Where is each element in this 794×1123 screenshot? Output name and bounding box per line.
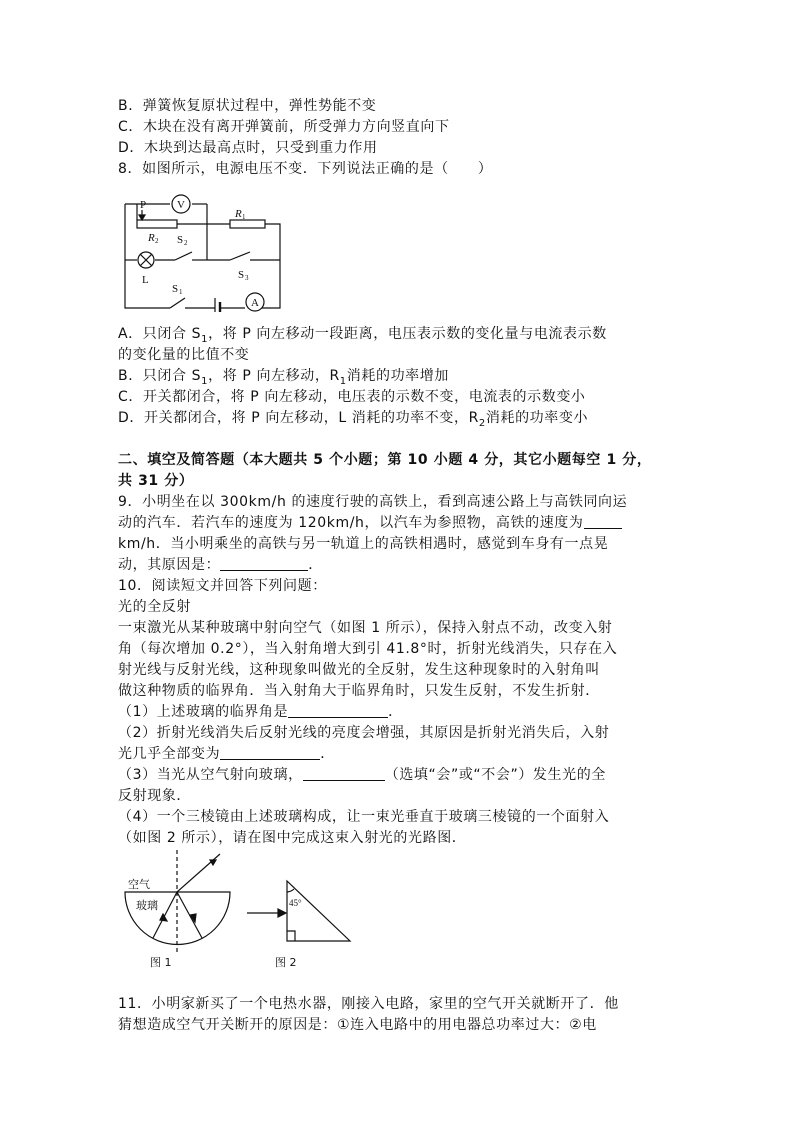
q7-option-c: C．木块在没有离开弹簧前，所受弹力方向竖直向下 [118, 119, 450, 135]
r1-label: R [235, 208, 242, 220]
q10-blank-will-or-not[interactable] [303, 766, 385, 781]
figure2-caption: 图 2 [275, 956, 297, 969]
q8-option-b: B．只闭合 $S_1$，将 P 向左移动，$R_1$消耗的功率增加 [118, 368, 449, 387]
q10-blank-reflection[interactable] [220, 745, 320, 760]
q10-sub3-line1: （3）当光从空气射向玻璃， （选填“会”或“不会”）发生光的全 [118, 767, 606, 783]
q8-option-a-line2: 的变化量的比值不变 [118, 347, 250, 363]
q11-line2: 猜想造成空气开关断开的原因是：①连入电路中的用电器总功率过大：②电 [118, 1017, 597, 1033]
figure2-prism [242, 876, 360, 972]
r2-label: R [148, 232, 155, 244]
q8-option-a-line1: A．只闭合 $S_1$，将 P 向左移动一段距离，电压表示数的变化量与电流表示数 [118, 326, 607, 345]
q10-passage-line2: 角（每次增加 0.2°），当入射角增大到引 41.8°时，折射光线消失，只存在入 [118, 641, 618, 657]
figure1-glass-label: 玻璃 [136, 899, 158, 912]
q10-passage-line3: 射光线与反射光线，这种现象叫做光的全反射，发生这种现象时的入射角叫 [118, 662, 600, 678]
q10-passage-line4: 做这种物质的临界角．当入射角大于临界角时，只发生反射，不发生折射． [118, 683, 600, 699]
s1-sub: 1 [179, 288, 183, 296]
s3-label: S [238, 269, 245, 281]
s2-sub: 2 [184, 239, 188, 247]
q10-stem: 10．阅读短文并回答下列问题： [118, 578, 327, 594]
q9-blank-reason[interactable] [220, 556, 308, 571]
q9-line3: km/h．当小明乘坐的高铁与另一轨道上的高铁相遇时，感觉到车身有一点晃 [118, 536, 609, 552]
r1-sub: 1 [242, 213, 246, 221]
r2-sub: 2 [155, 237, 159, 245]
q8-option-c: C．开关都闭合，将 P 向左移动，电压表的示数不变，电流表的示数变小 [118, 389, 586, 405]
section2-title-line2: 共 31 分） [118, 473, 194, 489]
lamp-label: L [142, 274, 149, 286]
figure1-caption: 图 1 [150, 956, 172, 969]
ammeter-label: A [251, 297, 259, 309]
figure1-total-reflection [120, 848, 238, 970]
slider-label: P [140, 199, 147, 211]
q7-option-b: B．弹簧恢复原状过程中，弹性势能不变 [118, 98, 377, 114]
q10-sub4-line2: （如图 2 所示），请在图中完成这束入射光的光路图． [118, 830, 467, 846]
q7-option-d: D．木块到达最高点时，只受到重力作用 [118, 140, 378, 156]
q10-sub1: （1）上述玻璃的临界角是 ． [118, 704, 403, 720]
q9-blank-speed[interactable] [584, 514, 622, 529]
q8-option-d: D．开关都闭合，将 P 向左移动，L 消耗的功率不变，$R_2$消耗的功率变小 [118, 410, 589, 429]
s2-label: S [177, 234, 184, 246]
figure2-angle-label: 45° [289, 898, 302, 908]
s3-sub: 3 [245, 274, 249, 282]
figure1-air-label: 空气 [128, 878, 150, 891]
q11-line1: 11．小明家新买了一个电热水器，刚接入电路，家里的空气开关就断开了．他 [118, 996, 619, 1012]
q10-blank-critical-angle[interactable] [288, 703, 388, 718]
q8-stem: 8．如图所示，电源电压不变．下列说法正确的是（ ） [118, 161, 493, 177]
q9-line1: 9．小明坐在以 300km/h 的速度行驶的高铁上，看到高速公路上与高铁同向运 [118, 494, 628, 510]
q10-sub4-line1: （4）一个三棱镜由上述玻璃构成，让一束光垂直于玻璃三棱镜的一个面射入 [118, 809, 610, 825]
q9-line2: 动的汽车．若汽车的速度为 120km/h，以汽车为参照物，高铁的速度为 [118, 513, 622, 533]
q9-line4: 动，其原因是： ． [118, 557, 323, 573]
s1-label: S [172, 283, 179, 295]
section2-title-line1: 二、填空及简答题（本大题共 5 个小题；第 10 小题 4 分，其它小题每空 1 分， [118, 452, 652, 468]
circuit-diagram [120, 190, 285, 312]
q10-sub3-line2: 反射现象． [118, 788, 191, 804]
q10-sub2-line1: （2）折射光线消失后反射光线的亮度会增强，其原因是折射光消失后，入射 [118, 725, 610, 741]
q10-passage-line1: 一束激光从某种玻璃中射向空气（如图 1 所示），保持入射点不动，改变入射 [118, 620, 613, 636]
voltmeter-label: V [177, 199, 185, 211]
q10-sub2-line2: 光几乎全部变为 ． [118, 746, 335, 762]
q10-passage-title: 光的全反射 [118, 599, 191, 615]
